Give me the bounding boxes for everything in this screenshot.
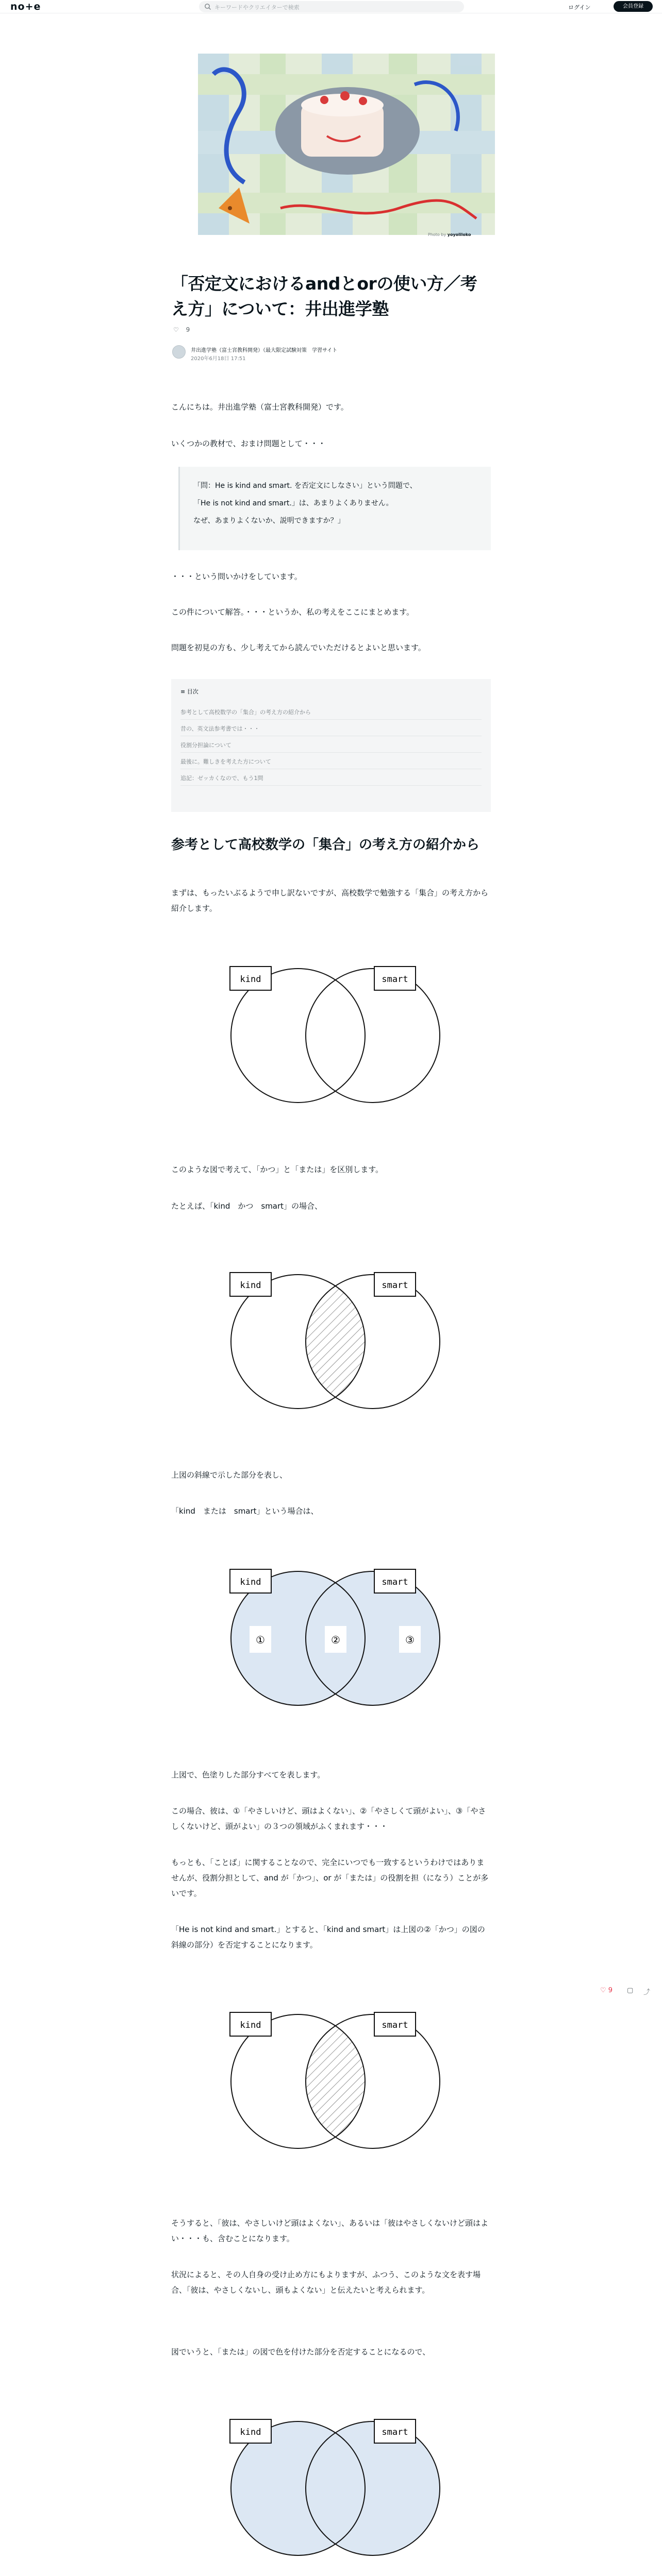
svg-text:kind: kind — [240, 1577, 261, 1587]
like-count: 9 — [186, 326, 190, 333]
search-placeholder: キーワードやクリエイターで検索 — [214, 4, 300, 11]
paragraph: 上図の斜線で示した部分を表し、 — [171, 1470, 288, 1480]
toc-item[interactable]: 役割分担論について — [180, 741, 482, 753]
svg-text:kind: kind — [240, 1280, 261, 1291]
paragraph: この場合、彼は、①「やさしいけど、頭はよくない」、②「やさしくて頭がよい」、③「やさしくないけど、頭がよい」の３つの領域がふくまれます・・・ — [171, 1806, 486, 1831]
avatar[interactable] — [172, 345, 186, 359]
quote-line: 「問：He is kind and smart. を否定文にしなさい」という問題で、 — [193, 482, 417, 490]
section-heading: 参考として高校数学の「集合」の考え方の紹介から — [171, 837, 480, 853]
paragraph: こんにちは。井出進学塾（富士宮教科開発）です。 — [171, 402, 349, 412]
comment-icon[interactable]: ▢ — [627, 1987, 634, 1994]
blockquote — [178, 467, 491, 550]
paragraph: 問題を初見の方も、少し考えてから読んでいただけるとよいと思います。 — [171, 643, 426, 652]
search-input[interactable] — [199, 1, 464, 12]
author-name[interactable]: 井出進学塾（富士宮教科開発）（最大限定試験対策 学習サイト — [191, 348, 338, 353]
svg-text:smart: smart — [382, 1577, 408, 1587]
venn-diagram-or-2 — [190, 2401, 485, 2561]
toc-item[interactable]: 最後に。難しきを考えた方について — [180, 757, 482, 769]
paragraph: この件について解答。・・・というか、私の考えをここにまとめます。 — [171, 607, 415, 617]
svg-text:kind: kind — [240, 2020, 261, 2030]
top-bar — [0, 0, 662, 13]
svg-text:smart: smart — [382, 1280, 408, 1291]
quote-line: なぜ、あまりよくないか、説明できますか？」 — [193, 517, 345, 525]
paragraph: そうすると、「彼は、やさしいけど頭はよくない」、あるいは「彼はやさしくないけど頭はよい・・・も、含むことになります。 — [171, 2218, 489, 2243]
venn-diagram — [190, 948, 485, 1108]
paragraph: ・・・という問いかけをしています。 — [171, 572, 302, 581]
side-like-button[interactable]: ♡ 9 — [600, 1987, 613, 1994]
quote-line: 「He is not kind and smart.」は、あまりよくありません。 — [193, 499, 393, 507]
paragraph: 上図で、色塗りした部分すべてを表します。 — [171, 1770, 325, 1780]
photo-credit: Photo by yoyoliloko — [428, 232, 471, 237]
login-button[interactable]: ログイン — [568, 4, 591, 11]
photo-credit-link[interactable]: yoyoliloko — [447, 232, 471, 237]
hero-image — [198, 54, 495, 235]
heart-icon[interactable]: ♡ — [173, 326, 179, 333]
venn-diagram-or — [190, 1551, 485, 1710]
paragraph: たとえば、「kind かつ smart」の場合、 — [171, 1201, 323, 1211]
toc-item[interactable]: 参考として高校数学の「集合」の考え方の紹介から — [180, 708, 482, 720]
region-label-2: ② — [331, 1634, 340, 1646]
article-title: 「否定文におけるandとorの使い方／考え方」について：井出進学塾 — [171, 274, 477, 319]
note-logo[interactable]: no+e — [10, 1, 41, 12]
toc-item[interactable]: 昔の、英文法参考書では・・・ — [180, 724, 482, 736]
post-date: 2020年6月18日 17:51 — [191, 356, 246, 362]
svg-text:smart: smart — [382, 2020, 408, 2030]
author-block[interactable] — [172, 344, 492, 365]
svg-text:kind: kind — [240, 2427, 261, 2437]
paragraph: 状況によると、その人自身の受け止め方にもよりますが、ふつう、このような文を表す場合、「彼は、やさしくないし、頭もよくない」と伝えたいと考えられます。 — [171, 2270, 481, 2295]
venn-label-smart: smart — [382, 974, 408, 985]
toc-heading: ≡ 目次 — [180, 688, 198, 695]
paragraph: 図でいうと、「または」の図で色を付けた部分を否定することになるので、 — [171, 2347, 431, 2357]
paragraph: このような図で考えて、「かつ」と「または」を区別します。 — [171, 1165, 384, 1174]
region-label-1: ① — [256, 1634, 265, 1646]
paragraph: 「He is not kind and smart.」とすると、「kind and smart」は上図の②「かつ」の図の斜線の部分）を否定することになります。 — [171, 1925, 485, 1950]
paragraph: 「kind または smart」という場合は、 — [171, 1506, 319, 1516]
paragraph: いくつかの教材で、おまけ問題として・・・ — [171, 439, 326, 448]
venn-diagram-and-2 — [190, 1994, 485, 2154]
venn-label-kind: kind — [240, 974, 261, 985]
paragraph: まずは、もったいぶるようで申し訳ないですが、高校数学で勉強する「集合」の考え方から紹介します。 — [171, 888, 489, 913]
share-icon[interactable]: ⤴ — [643, 1989, 651, 1996]
paragraph: もっとも、「ことば」に関することなので、完全にいつでも一致するというわけではありませんが、役割分担として、and が「かつ」、or が「または」の役割を担（になう）ことが多いです。 — [171, 1858, 489, 1898]
table-of-contents — [171, 679, 491, 812]
region-label-3: ③ — [405, 1634, 415, 1646]
toc-item[interactable]: 追記：ゼッカくなので、もう1問 — [180, 774, 482, 786]
svg-text:smart: smart — [382, 2427, 408, 2437]
like-row[interactable] — [173, 326, 190, 333]
venn-diagram-and — [190, 1254, 485, 1414]
search-icon — [204, 3, 211, 10]
signup-button[interactable]: 会員登録 — [614, 1, 653, 12]
